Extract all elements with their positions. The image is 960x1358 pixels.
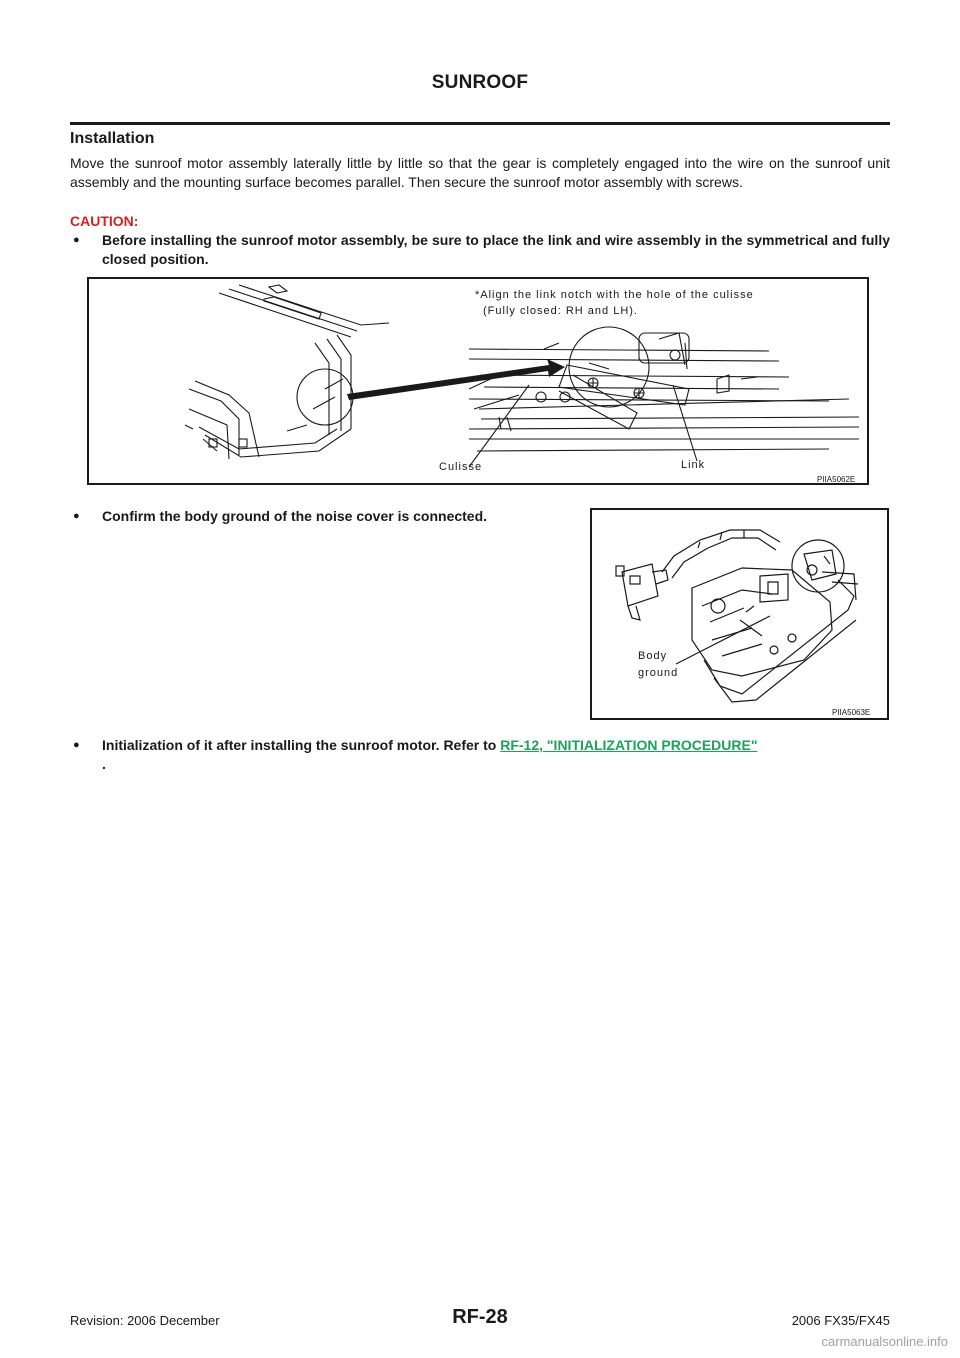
caution-label: CAUTION: — [70, 213, 139, 229]
bullet-text-suffix: . — [102, 756, 106, 772]
bullet-dot-icon: ● — [73, 234, 80, 246]
bullet-text: Confirm the body ground of the noise cover is connected. — [102, 508, 488, 524]
bullet-dot-icon: ● — [73, 739, 80, 751]
label-link: Link — [681, 459, 706, 471]
bullet-text-lead: Initialization of it after installing the sunroof motor. Refer to — [102, 737, 501, 753]
figure-id: PIIA5063E — [832, 708, 871, 717]
label-body: Body — [638, 650, 668, 662]
section-heading: Installation — [70, 130, 155, 147]
page-title: SUNROOF — [431, 72, 529, 93]
footer-revision: Revision: 2006 December — [70, 1313, 220, 1328]
label-ground: ground — [638, 667, 679, 679]
bullet-text — [102, 736, 890, 774]
footer-page-number: RF-28 — [452, 1306, 508, 1328]
watermark: carmanualsonline.info — [821, 1334, 948, 1349]
figure-note-line-1: *Align the link notch with the hole of the culisse — [475, 289, 754, 301]
figure-id: PIIA5062E — [817, 475, 856, 484]
body-paragraph: Move the sunroof motor assembly laterally little by little so that the gear is completely engaged into the wire on the sunroof unit assembly and the mounting surface becomes parallel. Then secure the sunroof motor assembly with screws. — [70, 155, 890, 190]
figure-body-ground-drawing — [592, 510, 887, 718]
initialization-procedure-link[interactable]: RF-12, "INITIALIZATION PROCEDURE" — [500, 737, 758, 753]
footer-model: 2006 FX35/FX45 — [791, 1313, 890, 1328]
figure-note-line-2: (Fully closed: RH and LH). — [483, 305, 638, 317]
figure-body-ground — [590, 508, 889, 720]
bullet-text: Before installing the sunroof motor assembly, be sure to place the link and wire assembly in the symmetrical and fully closed position. — [102, 232, 890, 267]
bullet-dot-icon: ● — [73, 510, 80, 522]
header-rule — [70, 122, 890, 125]
figure-link-alignment — [87, 277, 869, 485]
label-culisse: Culisse — [439, 461, 483, 473]
figure-link-alignment-drawing — [89, 279, 867, 483]
